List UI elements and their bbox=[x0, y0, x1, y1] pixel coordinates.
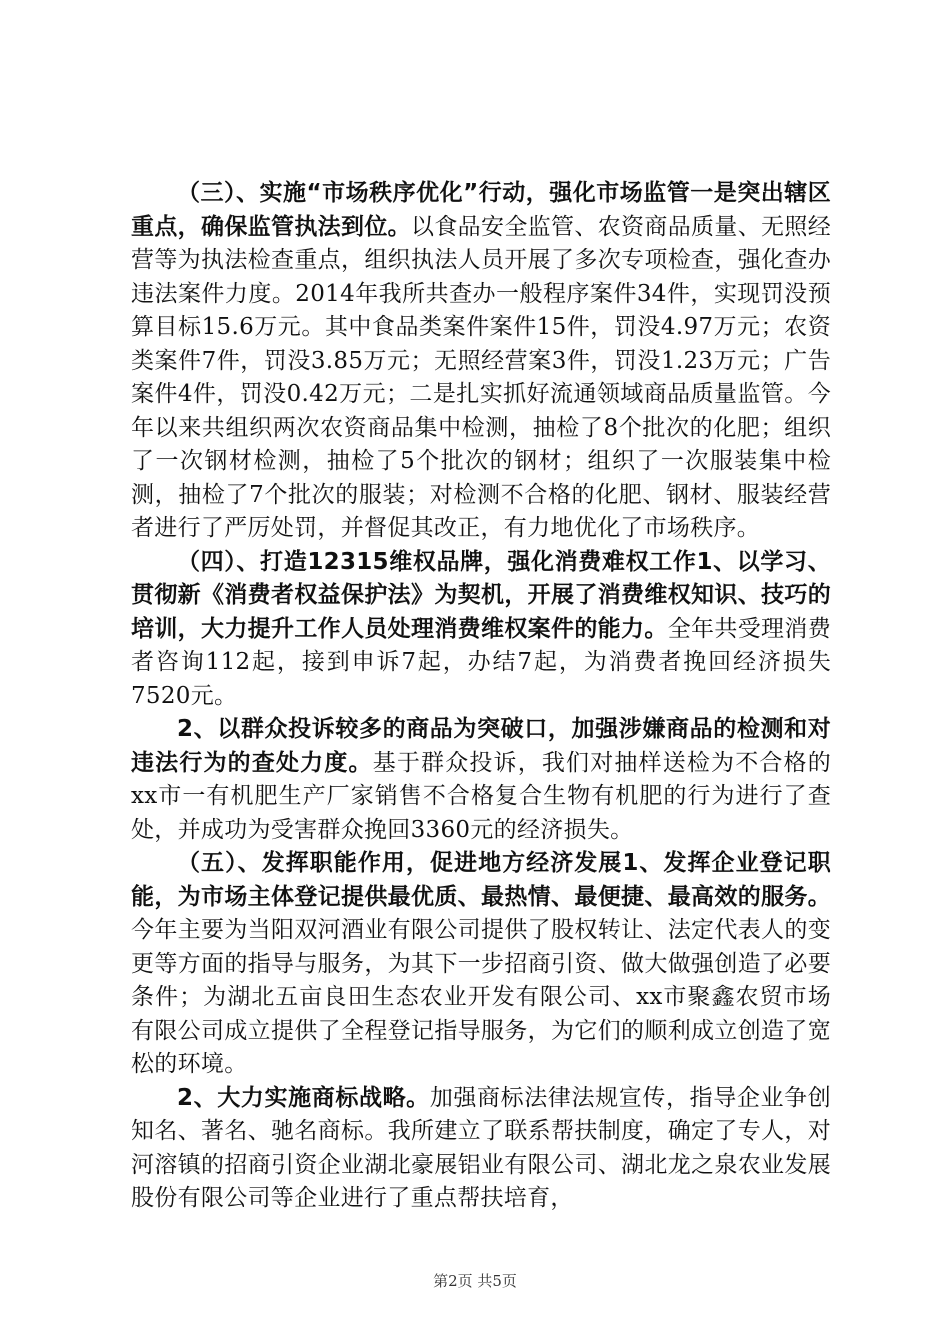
paragraph-text: 今年主要为当阳双河酒业有限公司提供了股权转让、法定代表人的变更等方面的指导与服务，为其下一步招商引资、做大做强创造了必要条件；为湖北五亩良田生态农业开发有限公司、xx市聚鑫农贸市场有限公司成立提供了全程登记指导服务，为它们的顺利成立创造了宽松的环境。 bbox=[131, 917, 831, 1077]
paragraph-lead: 2、以群众投诉较多的商品为突破口，加强涉嫌商品的检测和对违法行为的查处力度。 bbox=[131, 716, 831, 776]
page-number-footer: 第2页 共5页 bbox=[433, 1272, 517, 1290]
paragraph-lead: （四）、打造12315维权品牌，强化消费难权工作1、以学习、贯彻新《消费者权益保护法》为契机，开展了消费维权知识、技巧的培训，大力提升工作人员处理消费维权案件的能力。 bbox=[131, 548, 831, 642]
paragraph-lead: 2、大力实施商标战略。 bbox=[177, 1084, 430, 1111]
paragraph-text: 以食品安全监管、农资商品质量、无照经营等为执法检查重点，组织执法人员开展了多次专项检查，强化查办违法案件力度。2014年我所共查办一般程序案件34件，实现罚没预算目标15.6万元。其中食品类案件案件15件，罚没4.97万元；农资类案件7件，罚没3.85万元；无照经营案3件，罚没1.23万元；广告案件4件，罚没0.42万元；二是扎实抓好流通领域商品质量监管。今年以来共组织两次农资商品集中检测，抽检了8个批次的化肥；组织了一次钢材检测，抽检了5个批次的钢材；组织了一次服装集中检测，抽检了7个批次的服装；对检测不合格的化肥、钢材、服装经营者进行了严厉处罚，并督促其改正，有力地优化了市场秩序。 bbox=[131, 213, 831, 541]
paragraph-text: 基于群众投诉，我们对抽样送检为不合格的xx市一有机肥生产厂家销售不合格复合生物有机肥的行为进行了查处，并成功为受害群众挽回3360元的经济损失。 bbox=[131, 749, 832, 843]
paragraph-section-5-item-2 bbox=[131, 1082, 831, 1216]
document-body bbox=[131, 177, 831, 1216]
paragraph-text: 加强商标法律法规宣传，指导企业争创知名、著名、驰名商标。我所建立了联系帮扶制度，确定了专人，对河溶镇的招商引资企业湖北豪展铝业有限公司、湖北龙之泉农业发展股份有限公司等企业进行了重点帮扶培育， bbox=[131, 1084, 831, 1211]
paragraph-lead: （五）、发挥职能作用，促进地方经济发展1、发挥企业登记职能，为市场主体登记提供最优质、最热情、最便捷、最高效的服务。 bbox=[131, 850, 831, 910]
paragraph-section-4-item-2 bbox=[131, 713, 831, 847]
paragraph-section-3 bbox=[131, 177, 831, 546]
paragraph-text: 全年共受理消费者咨询112起，接到申诉7起，办结7起，为消费者挽回经济损失7520元。 bbox=[131, 615, 831, 709]
paragraph-section-4 bbox=[131, 546, 831, 714]
paragraph-section-5 bbox=[131, 847, 831, 1082]
paragraph-lead: （三）、实施“市场秩序优化”行动，强化市场监管一是突出辖区重点，确保监管执法到位。 bbox=[131, 180, 831, 240]
